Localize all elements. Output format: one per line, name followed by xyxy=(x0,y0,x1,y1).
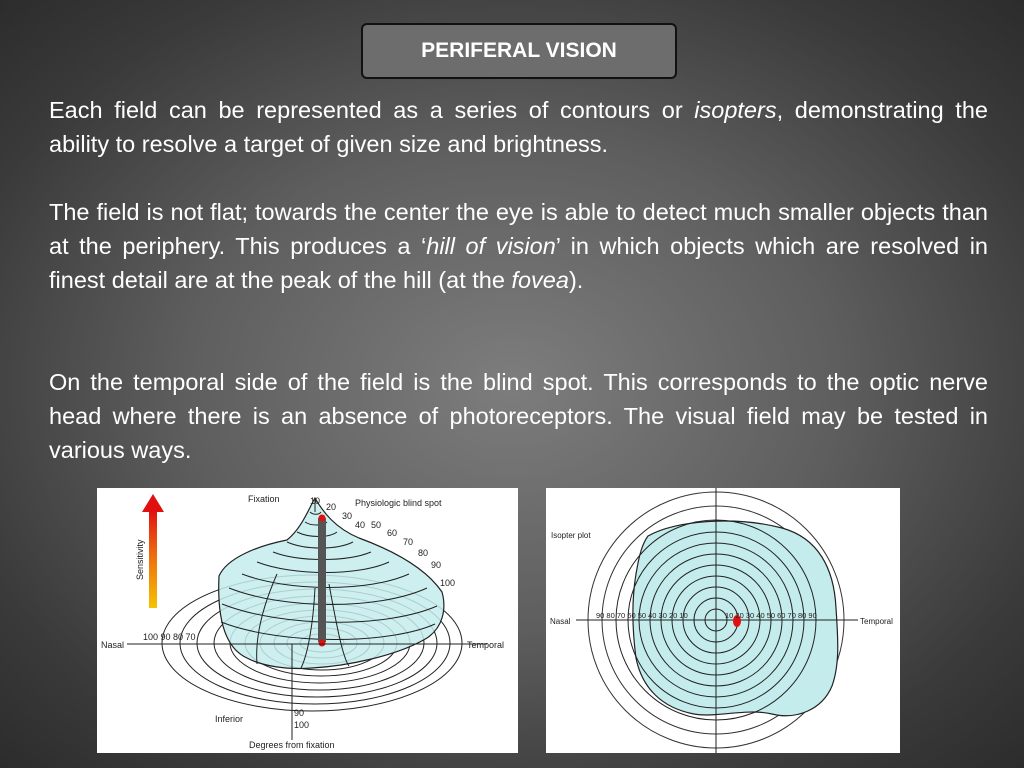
blind-spot-marker-base xyxy=(319,640,326,647)
blind-spot-label: Physiologic blind spot xyxy=(355,498,442,508)
fixation-label: Fixation xyxy=(248,494,280,504)
paragraph-hill-of-vision xyxy=(49,195,988,297)
isopter-right-ticks: 10 20 30 40 50 60 70 80 90 xyxy=(725,611,817,620)
temporal-tick-90: 90 xyxy=(431,560,442,570)
inferior-tick-90: 90 xyxy=(294,708,305,718)
isopter-plot-svg xyxy=(546,488,900,753)
p3-text: On the temporal side of the field is the blind spot. This corresponds to the optic nerve head where there is an absence of photoreceptors. The visual field may be tested in various ways. xyxy=(49,369,988,463)
temporal-tick-50: 50 xyxy=(371,520,382,530)
p2-text-c: ). xyxy=(568,267,584,293)
inferior-label: Inferior xyxy=(215,714,244,724)
p2-text-a: The field is not flat; towards the center the eye is able to detect much smaller objects than at the periphery. This produces a ‘ xyxy=(49,199,988,259)
nasal-label: Nasal xyxy=(101,640,125,650)
sensitivity-arrow-head xyxy=(142,494,164,512)
temporal-tick-20: 20 xyxy=(326,502,337,512)
isopter-nasal-label: Nasal xyxy=(550,617,571,626)
temporal-tick-10: 10 xyxy=(310,496,321,506)
temporal-tick-40: 40 xyxy=(355,520,366,530)
temporal-tick-100: 100 xyxy=(440,578,456,588)
hill-surface xyxy=(219,498,444,669)
p2-text-b: ’ in which objects which are resolved in finest detail are at the peak of the hill (at the xyxy=(49,233,988,293)
sensitivity-arrow-shaft xyxy=(149,510,157,608)
temporal-tick-30: 30 xyxy=(342,511,353,521)
blind-spot-column xyxy=(318,518,326,642)
temporal-label: Temporal xyxy=(467,640,505,650)
hill-of-vision-svg xyxy=(97,488,518,753)
sensitivity-label: Sensitivity xyxy=(135,539,145,580)
p1-italic-isopters: isopters xyxy=(694,97,777,123)
temporal-tick-70: 70 xyxy=(403,537,414,547)
isopter-left-ticks: 90 80 70 60 50 40 30 20 10 xyxy=(596,611,688,620)
p1-text-b: , demonstrating the ability to resolve a target of given size and brightness. xyxy=(49,97,988,157)
slide-title: PERIFERAL VISION xyxy=(361,23,677,79)
p2-italic-fovea: fovea xyxy=(511,267,569,293)
temporal-tick-80: 80 xyxy=(418,548,429,558)
p2-italic-hill: hill of vision xyxy=(426,233,556,259)
isopter-temporal-label: Temporal xyxy=(860,617,893,626)
isopter-plot-figure xyxy=(546,488,900,753)
inferior-tick-100: 100 xyxy=(294,720,310,730)
paragraph-blind-spot xyxy=(49,365,988,467)
p1-text-a: Each field can be represented as a series of contours or xyxy=(49,97,695,123)
isopter-plot-title: Isopter plot xyxy=(551,531,591,540)
hill-of-vision-figure xyxy=(97,488,518,753)
paragraph-isopters xyxy=(49,93,988,161)
nasal-ticks: 100 90 80 70 xyxy=(143,632,196,642)
blind-spot-marker-top xyxy=(319,515,326,522)
temporal-tick-60: 60 xyxy=(387,528,398,538)
degrees-label: Degrees from fixation xyxy=(249,740,335,750)
